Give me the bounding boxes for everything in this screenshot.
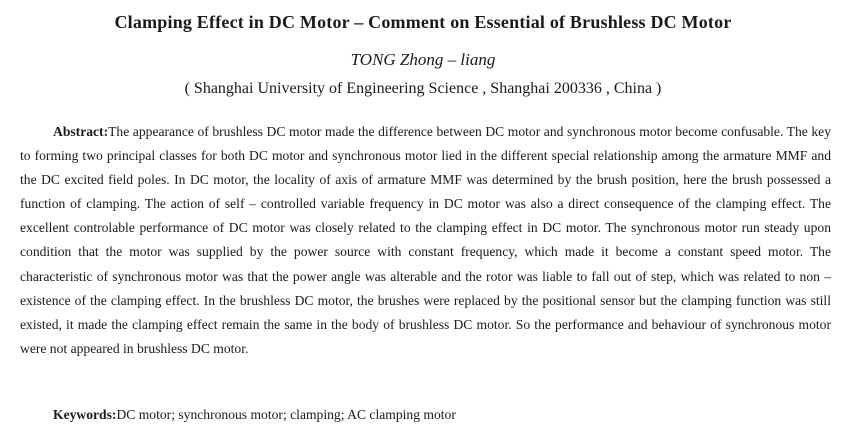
keywords-label: Keywords: <box>53 407 117 422</box>
abstract-text: The appearance of brushless DC motor made the difference between DC motor and synchronous motor become confusable. The key to forming two principal classes for both DC motor and synchronous motor lied in the different special relationship among the armature MMF and the DC excited field poles. In DC motor, the locality of axis of armature MMF was determined by the brush position, here the brush possessed a function of clamping. The action of self – controlled variable frequency in DC motor was also a direct consequence of the clamping effect. The excellent controlable performance of DC motor was closely related to the clamping effect in DC motor. The synchronous motor run steady upon condition that the motor was supplied by the power source with constant frequency, which made it become a constant speed motor. The characteristic of synchronous motor was that the power angle was alterable and the rotor was liable to fall out of step, which was related to non – existence of the clamping effect. In the brushless DC motor, the brushes were replaced by the positional sensor but the clamping function was still existed, it made the clamping effect remain the same in the body of brushless DC motor. So the performance and behaviour of synchronous motor were not appeared in brushless DC motor. <box>20 124 831 356</box>
author-affiliation: ( Shanghai University of Engineering Science , Shanghai 200336 , China ) <box>184 80 662 97</box>
paper-title: Clamping Effect in DC Motor – Comment on Essential of Brushless DC Motor <box>114 12 732 32</box>
abstract-label: Abstract: <box>53 124 109 139</box>
keywords-text: DC motor; synchronous motor; clamping; AC clamping motor <box>116 407 456 422</box>
author-name: TONG Zhong – liang <box>350 50 496 69</box>
abstract-paragraph <box>20 120 831 361</box>
keywords-line <box>53 407 456 423</box>
